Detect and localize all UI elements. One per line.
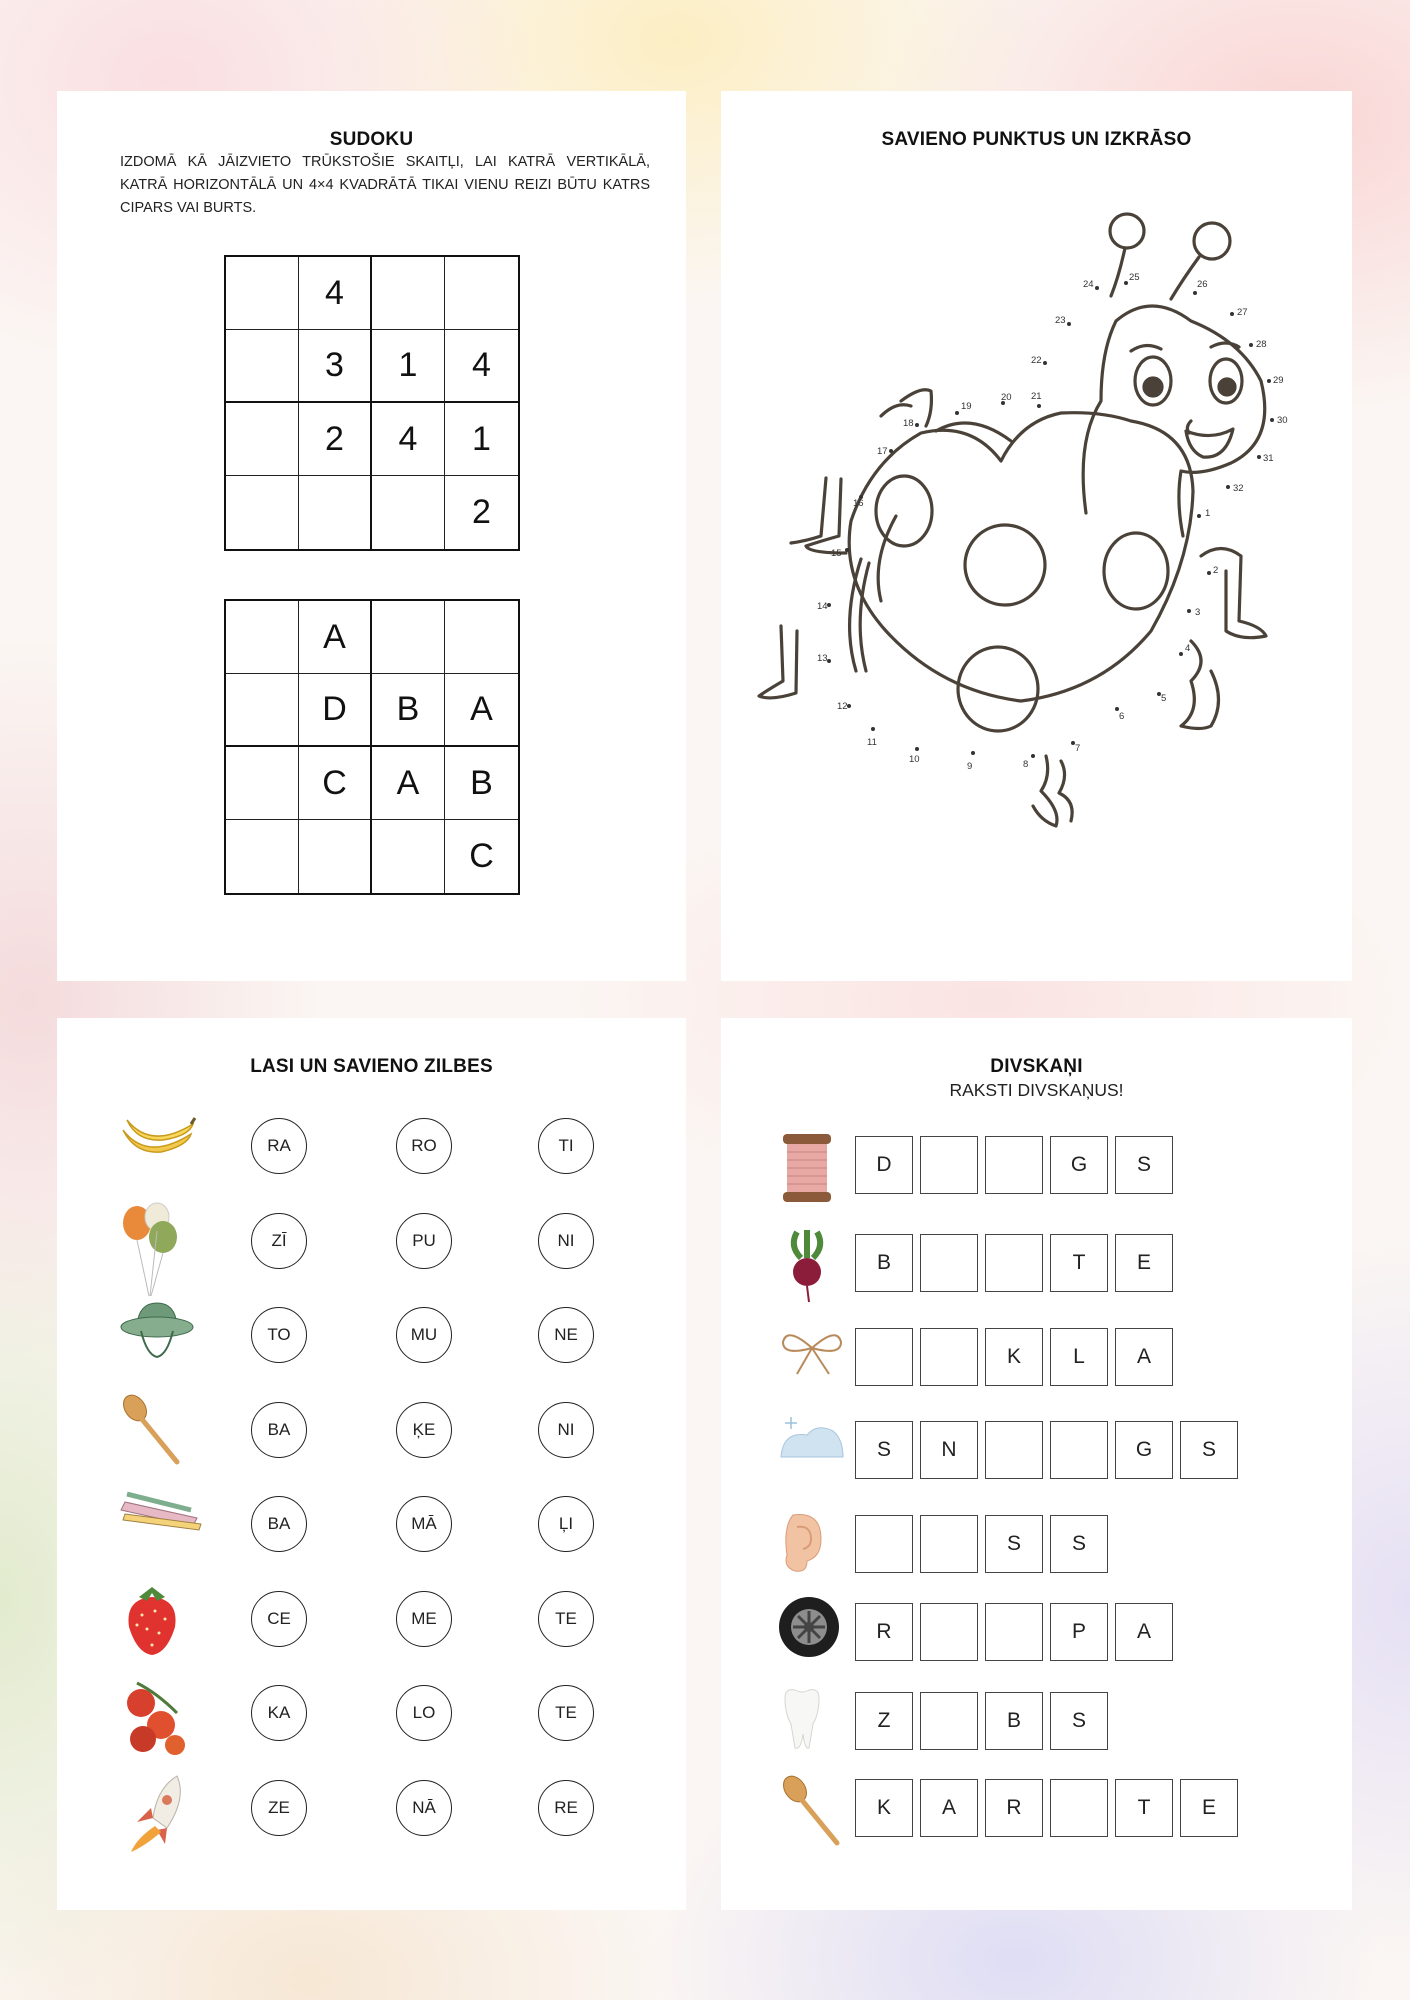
syllables-title: LASI UN SAVIENO ZILBES	[250, 1056, 493, 1077]
dot-number: 8	[1023, 759, 1029, 770]
dot-number: 25	[1129, 272, 1140, 283]
syllable-bubble[interactable]: CE	[251, 1591, 307, 1647]
pencils-icon	[117, 1484, 207, 1539]
syllable-bubble[interactable]: NI	[538, 1213, 594, 1269]
syllable-bubble[interactable]: LO	[396, 1685, 452, 1741]
ladybug-drawing	[721, 201, 1352, 901]
syllable-bubble[interactable]: TI	[538, 1118, 594, 1174]
digraphs-title: DIVSKAŅI	[990, 1056, 1083, 1077]
syllable-bubble[interactable]: NE	[538, 1307, 594, 1363]
banana-icon	[117, 1106, 197, 1171]
sudoku-cell[interactable]	[372, 476, 445, 549]
letter-box[interactable]: S	[855, 1421, 913, 1479]
dot-number: 13	[817, 653, 828, 664]
dot-number: 7	[1075, 743, 1081, 754]
letter-box[interactable]: S	[1115, 1136, 1173, 1194]
dot-number: 32	[1233, 483, 1244, 494]
dot-number: 21	[1031, 391, 1042, 402]
sudoku-cell[interactable]: C	[299, 747, 372, 820]
letter-box[interactable]	[985, 1603, 1043, 1661]
dot-number: 15	[831, 548, 842, 559]
sudoku-cell[interactable]: 2	[472, 493, 491, 531]
sudoku-cell[interactable]	[372, 257, 445, 330]
digraphs-panel	[721, 1018, 1352, 1910]
letter-box[interactable]: P	[1050, 1603, 1108, 1661]
beet-icon	[777, 1226, 837, 1311]
dot-number: 14	[817, 601, 828, 612]
letter-box[interactable]	[985, 1421, 1043, 1479]
dot-number: 3	[1195, 607, 1201, 618]
digraphs-subtitle: RAKSTI DIVSKAŅUS!	[949, 1080, 1124, 1100]
rocket-icon	[117, 1768, 197, 1863]
letter-box[interactable]: S	[1050, 1515, 1108, 1573]
syllable-bubble[interactable]: RE	[538, 1780, 594, 1836]
dot-number: 2	[1213, 565, 1219, 576]
dot-number: 5	[1161, 693, 1167, 704]
letter-box[interactable]: K	[855, 1779, 913, 1837]
sudoku-letter-grid	[224, 599, 520, 895]
letter-box[interactable]	[920, 1136, 978, 1194]
hat-icon	[117, 1295, 197, 1370]
dot-number: 17	[877, 446, 888, 457]
letter-box[interactable]: N	[920, 1421, 978, 1479]
strawberry-icon	[117, 1579, 187, 1664]
sudoku-cell[interactable]	[445, 257, 518, 330]
syllable-bubble[interactable]: ZE	[251, 1780, 307, 1836]
letter-box[interactable]: D	[855, 1136, 913, 1194]
syllables-panel	[57, 1018, 686, 1910]
dot-number: 29	[1273, 375, 1284, 386]
letter-box[interactable]	[1050, 1779, 1108, 1837]
sudoku-cell[interactable]	[226, 257, 299, 330]
syllable-bubble[interactable]: NI	[538, 1402, 594, 1458]
letter-box[interactable]: T	[1050, 1234, 1108, 1292]
balloons-icon	[117, 1201, 187, 1306]
sudoku-instructions: IZDOMĀ KĀ JĀIZVIETO TRŪKSTOŠIE SKAITĻI, LAI KATRĀ VERTIKĀLĀ, KATRĀ HORIZONTĀLĀ UN 4×4 KVADRĀTĀ TIKAI VIENU REIZI BŪTU KATRS CIPARS VAI BURTS.	[120, 154, 650, 216]
dot-number: 20	[1001, 392, 1012, 403]
sudoku-cell[interactable]	[299, 820, 372, 893]
sudoku-cell[interactable]	[299, 476, 372, 549]
letter-box[interactable]	[855, 1328, 913, 1386]
sudoku-cell[interactable]: 3	[299, 330, 372, 403]
thread-spool-icon	[777, 1128, 837, 1213]
letter-box[interactable]: B	[985, 1692, 1043, 1750]
dot-number: 28	[1256, 339, 1267, 350]
sudoku-cell[interactable]: 4	[445, 330, 518, 403]
letter-box[interactable]: E	[1180, 1779, 1238, 1837]
sudoku-cell[interactable]: 4	[372, 403, 445, 476]
syllable-bubble[interactable]: PU	[396, 1213, 452, 1269]
dots-title: SAVIENO PUNKTUS UN IZKRĀSO	[881, 129, 1192, 150]
dot-number: 12	[837, 701, 848, 712]
sudoku-title: SUDOKU	[329, 129, 414, 150]
syllable-bubble[interactable]: TE	[538, 1685, 594, 1741]
sudoku-cell[interactable]	[372, 601, 445, 674]
letter-box[interactable]	[985, 1136, 1043, 1194]
dot-number: 4	[1185, 643, 1191, 654]
letter-box[interactable]: R	[985, 1779, 1043, 1837]
letter-box[interactable]: R	[855, 1603, 913, 1661]
letter-box[interactable]: A	[1115, 1328, 1173, 1386]
syllable-bubble[interactable]: NĀ	[396, 1780, 452, 1836]
dot-number: 10	[909, 754, 920, 765]
sudoku-cell[interactable]: 2	[299, 403, 372, 476]
sudoku-panel	[57, 91, 686, 981]
sudoku-cell[interactable]: C	[469, 837, 494, 875]
letter-box[interactable]	[920, 1603, 978, 1661]
ear-icon	[777, 1507, 827, 1582]
letter-box[interactable]	[1050, 1421, 1108, 1479]
sudoku-cell[interactable]	[226, 601, 299, 674]
letter-box[interactable]	[855, 1515, 913, 1573]
syllable-bubble[interactable]: TE	[538, 1591, 594, 1647]
sudoku-cell[interactable]	[226, 403, 299, 476]
sudoku-cell[interactable]: A	[372, 747, 445, 820]
dot-number: 31	[1263, 453, 1274, 464]
dot-number: 19	[961, 401, 972, 412]
letter-box[interactable]: K	[985, 1328, 1043, 1386]
sudoku-cell[interactable]: 1	[445, 403, 518, 476]
sudoku-cell[interactable]	[226, 476, 299, 549]
syllable-bubble[interactable]: ZĪ	[251, 1213, 307, 1269]
syllable-bubble[interactable]: BA	[251, 1496, 307, 1552]
sudoku-cell[interactable]: A	[299, 601, 372, 674]
letter-box[interactable]: B	[855, 1234, 913, 1292]
sudoku-cell[interactable]: 1	[372, 330, 445, 403]
syllable-bubble[interactable]: MU	[396, 1307, 452, 1363]
dot-number: 1	[1205, 508, 1211, 519]
dot-number: 11	[867, 737, 877, 748]
sudoku-cell[interactable]: D	[299, 674, 372, 747]
letter-box[interactable]: Z	[855, 1692, 913, 1750]
tooth-icon	[777, 1684, 827, 1759]
dot-number: 26	[1197, 279, 1208, 290]
syllable-bubble[interactable]: RA	[251, 1118, 307, 1174]
dots-panel	[721, 91, 1352, 981]
syllable-bubble[interactable]: KA	[251, 1685, 307, 1741]
sudoku-cell[interactable]	[445, 601, 518, 674]
letter-box[interactable]	[920, 1328, 978, 1386]
letter-box[interactable]: G	[1115, 1421, 1173, 1479]
spoon-icon	[117, 1390, 187, 1475]
letter-box[interactable]	[985, 1234, 1043, 1292]
dot-number: 9	[967, 761, 973, 772]
sudoku-cell[interactable]: B	[445, 747, 518, 820]
dot-number: 24	[1083, 279, 1094, 290]
syllable-bubble[interactable]: TO	[251, 1307, 307, 1363]
dot-number: 27	[1237, 307, 1248, 318]
letter-box[interactable]: A	[920, 1779, 978, 1837]
bow-icon	[777, 1320, 847, 1385]
syllable-bubble[interactable]: ME	[396, 1591, 452, 1647]
letter-box[interactable]	[920, 1234, 978, 1292]
tomatoes-icon	[117, 1673, 197, 1768]
dot-number: 18	[903, 418, 914, 429]
spoon-icon	[777, 1771, 847, 1856]
sudoku-cell[interactable]	[226, 820, 299, 893]
letter-box[interactable]: L	[1050, 1328, 1108, 1386]
snowdrift-icon	[777, 1413, 847, 1468]
sudoku-cell[interactable]: A	[445, 674, 518, 747]
letter-box[interactable]: E	[1115, 1234, 1173, 1292]
letter-box[interactable]: T	[1115, 1779, 1173, 1837]
letter-box[interactable]: G	[1050, 1136, 1108, 1194]
syllable-bubble[interactable]: BA	[251, 1402, 307, 1458]
letter-box[interactable]: S	[985, 1515, 1043, 1573]
dot-number: 16	[853, 498, 864, 509]
sudoku-cell[interactable]	[372, 820, 445, 893]
syllable-bubble[interactable]: ĻI	[538, 1496, 594, 1552]
letter-box[interactable]	[920, 1692, 978, 1750]
syllable-bubble[interactable]: MĀ	[396, 1496, 452, 1552]
sudoku-cell[interactable]	[226, 747, 299, 820]
letter-box[interactable]: A	[1115, 1603, 1173, 1661]
sudoku-cell[interactable]: B	[372, 674, 445, 747]
sudoku-cell[interactable]: 4	[299, 257, 372, 330]
sudoku-cell[interactable]	[226, 674, 299, 747]
dot-number: 6	[1119, 711, 1125, 722]
sudoku-cell[interactable]	[226, 330, 299, 403]
sudoku-number-grid	[224, 255, 520, 551]
letter-box[interactable]: S	[1050, 1692, 1108, 1750]
wheel-icon	[777, 1595, 841, 1664]
letter-box[interactable]: S	[1180, 1421, 1238, 1479]
dot-number: 30	[1277, 415, 1288, 426]
syllable-bubble[interactable]: ĶE	[396, 1402, 452, 1458]
dot-number: 23	[1055, 315, 1066, 326]
dot-number: 22	[1031, 355, 1042, 366]
letter-box[interactable]	[920, 1515, 978, 1573]
syllable-bubble[interactable]: RO	[396, 1118, 452, 1174]
